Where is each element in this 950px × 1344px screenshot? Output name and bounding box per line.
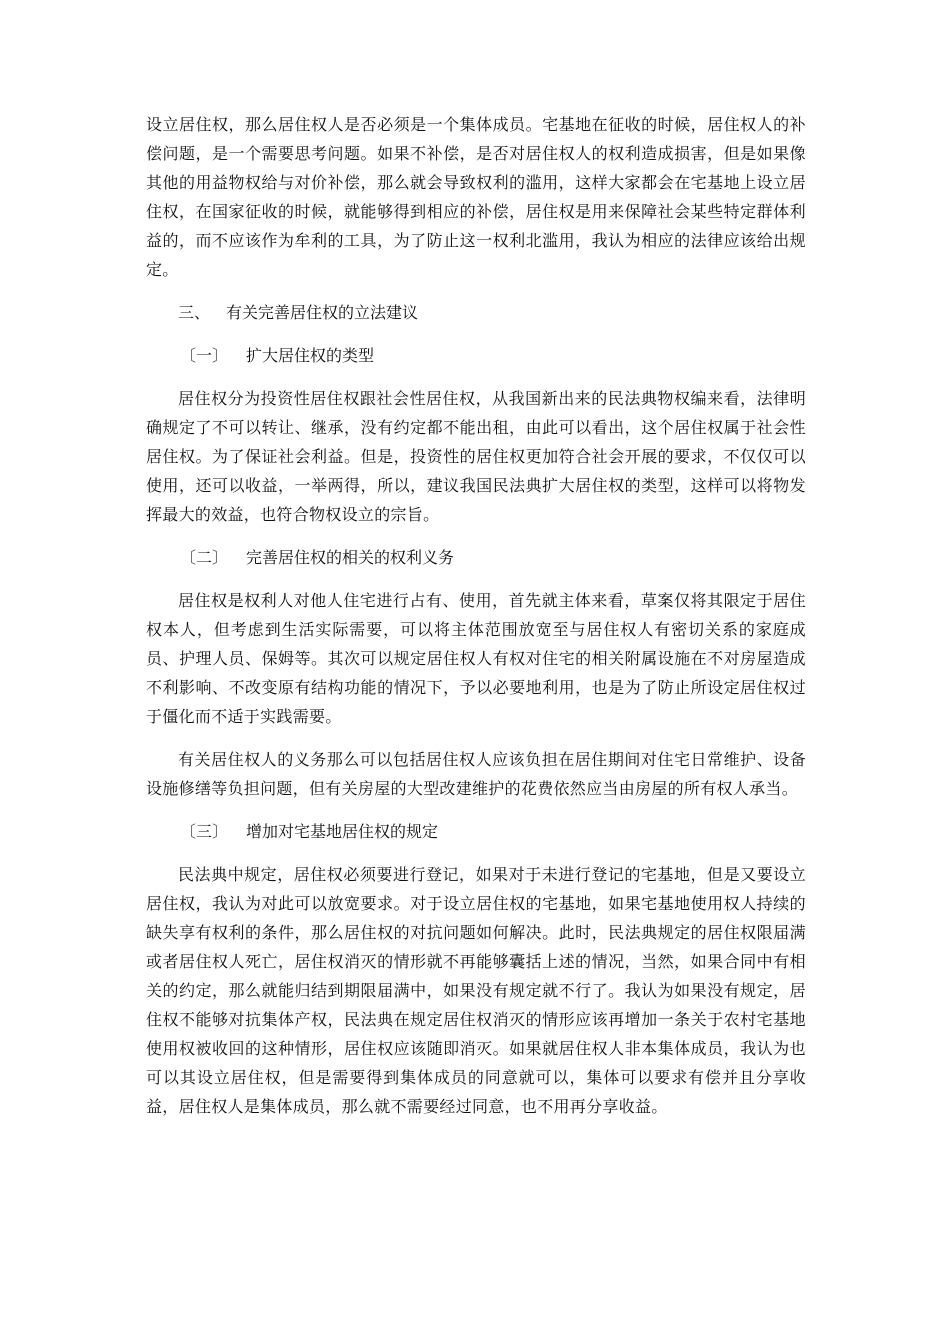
paragraph: 民法典中规定，居住权必须要进行登记，如果对于未进行登记的宅基地，但是又要设立居住权，我认为对此可以放宽要求。对于设立居住权的宅基地，如果宅基地使用权人持续的缺失享有权利的条件，那么居住权的对抗问题如何解决。此时，民法典规定的居住权限届满或者居住权人死亡，居住权消灭的情形就不再能够囊括上述的情况，当然，如果合同中有相关的约定，那么就能归结到期限届满中，如果没有规定就不行了。我认为如果没有规定，居住权不能够对抗集体产权，民法典在规定居住权消灭的情形应该再增加一条关于农村宅基地使用权被收回的这种情形，居住权应该随即消灭。如果就居住权人非本集体成员，我认为也可以其设立居住权，但是需要得到集体成员的同意就可以，集体可以要求有偿并且分享收益，居住权人是集体成员，那么就不需要经过同意，也不用再分享收益。	[146, 865, 806, 1116]
section-heading	[146, 298, 806, 327]
subsection-heading-1	[146, 341, 806, 370]
subsection-title: 增加对宅基地居住权的规定	[246, 822, 439, 841]
document-page	[146, 110, 806, 1121]
section-title: 有关完善居住权的立法建议	[226, 303, 419, 322]
subsection-title: 完善居住权的相关的权利义务	[246, 548, 455, 567]
paragraph: 有关居住权人的义务那么可以包括居住权人应该负担在居住期间对住宅日常维护、设备设施修缮等负担问题，但有关房屋的大型改建维护的花费依然应当由房屋的所有权人承当。	[146, 750, 806, 798]
subsection-number: 〔一〕	[180, 346, 229, 365]
paragraph: 居住权分为投资性居住权跟社会性居住权，从我国新出来的民法典物权编来看，法律明确规定了不可以转让、继承，没有约定都不能出租，由此可以看出，这个居住权属于社会性居住权。为了保证社会利益。但是，投资性的居住权更加符合社会开展的要求，不仅仅可以使用，还可以收益，一举两得，所以，建议我国民法典扩大居住权的类型，这样可以将物发挥最大的效益，也符合物权设立的宗旨。	[146, 389, 806, 524]
section-number: 三、	[178, 303, 211, 322]
paragraph-continuation: 设立居住权，那么居住权人是否必须是一个集体成员。宅基地在征收的时候，居住权人的补偿问题，是一个需要思考问题。如果不补偿，是否对居住权人的权利造成损害，但是如果像其他的用益物权给与对价补偿，那么就会导致权利的滥用，这样大家都会在宅基地上设立居住权，在国家征收的时候，就能够得到相应的补偿，居住权是用来保障社会某些特定群体利益的，而不应该作为牟利的工具，为了防止这一权利北滥用，我认为相应的法律应该给出规定。	[146, 115, 806, 279]
paragraph: 居住权是权利人对他人住宅进行占有、使用，首先就主体来看，草案仅将其限定于居住权本人，但考虑到生活实际需要，可以将主体范围放宽至与居住权人有密切关系的家庭成员、护理人员、保姆等。其次可以规定居住权人有权对住宅的相关附属设施在不对房屋造成不利影响、不改变原有结构功能的情况下，予以必要地利用，也是为了防止所设定居住权过于僵化而不适于实践需要。	[146, 591, 806, 726]
subsection-heading-3	[146, 817, 806, 846]
subsection-heading-2	[146, 543, 806, 572]
subsection-title: 扩大居住权的类型	[246, 346, 375, 365]
subsection-number: 〔三〕	[180, 822, 229, 841]
subsection-number: 〔二〕	[180, 548, 229, 567]
